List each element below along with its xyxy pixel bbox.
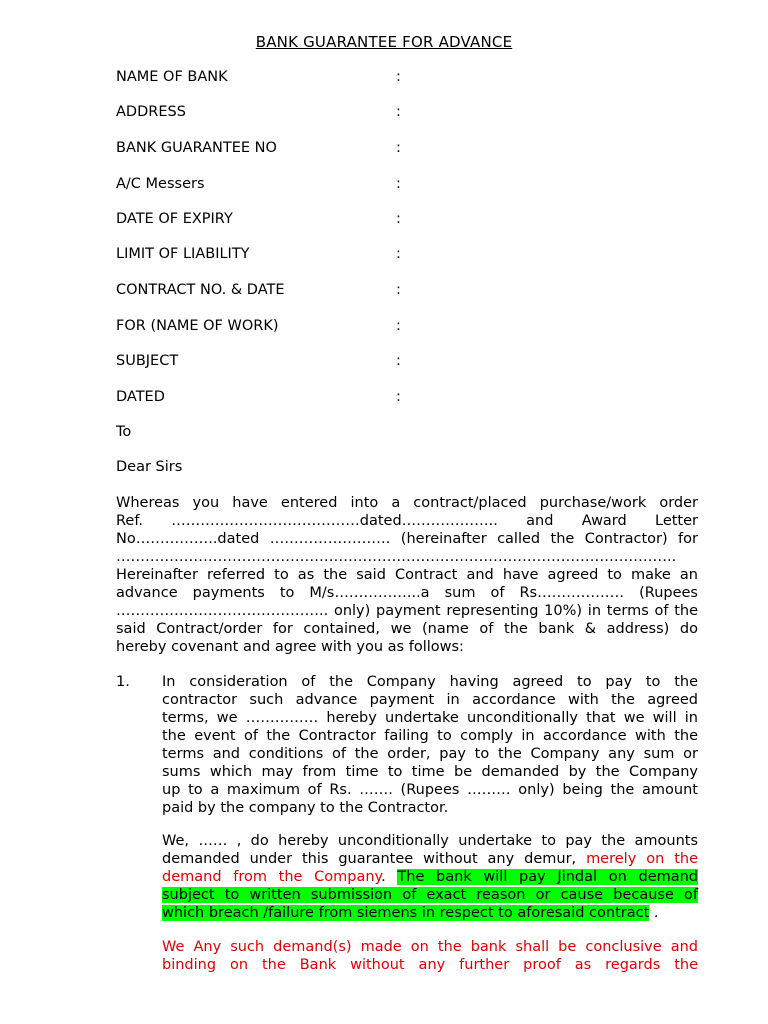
paragraph-line: …………………………………….. only) payment representing 10%) in terms of the [116, 603, 698, 619]
paragraph-line [162, 886, 698, 904]
field-label: LIMIT OF LIABILITY [116, 246, 250, 262]
field-label: DATED [116, 389, 165, 405]
salutation: Dear Sirs [116, 459, 183, 475]
paragraph-line: …………………………………………………………………………………………………….. [116, 549, 677, 565]
field-label: SUBJECT [116, 353, 179, 369]
paragraph-line: terms, we …………… hereby undertake unconditionally that we will in [162, 710, 698, 726]
paragraph-line: sums which may from time to time be demanded by the Company [162, 764, 698, 780]
paragraph-line [162, 868, 698, 886]
highlighted-text: subject to written submission of exact reason or cause because of [162, 887, 698, 903]
paragraph-line: contractor such advance payment in accordance with the agreed [162, 692, 698, 708]
field-label: FOR (NAME OF WORK) [116, 318, 279, 334]
paragraph-line: hereby covenant and agree with you as follows: [116, 639, 464, 655]
paragraph-line: the event of the Contractor failing to comply in accordance with the [162, 728, 698, 744]
field-label: NAME OF BANK [116, 69, 228, 85]
to-line: To [116, 424, 132, 440]
paragraph-line: Whereas you have entered into a contract/placed purchase/work order [116, 495, 698, 511]
whereas-paragraph [116, 494, 698, 656]
paragraph-line: binding on the Bank without any further proof as regards the [162, 957, 698, 973]
field-colon: : [396, 246, 401, 262]
paragraph-line: We Any such demand(s) made on the bank shall be conclusive and [162, 939, 698, 955]
field-colon: : [396, 282, 401, 298]
text-span: . [649, 905, 659, 921]
paragraph-line: We, …… , do hereby unconditionally undertake to pay the amounts [162, 833, 698, 849]
highlighted-text: The bank will pay Jindal on demand [397, 869, 699, 885]
paragraph-line: up to a maximum of Rs. ……. (Rupees ……… only) being the amount [162, 782, 698, 798]
document-title: BANK GUARANTEE FOR ADVANCE [255, 33, 513, 51]
paragraph-line: terms and conditions of the order, pay to the Company any sum or [162, 746, 698, 762]
paragraph-line: Hereinafter referred to as the said Contract and have agreed to make an [116, 567, 698, 583]
red-text: demand from the Company [162, 869, 382, 885]
field-label: CONTRACT NO. & DATE [116, 282, 285, 298]
demand-paragraph [162, 938, 698, 974]
field-colon: : [396, 176, 401, 192]
field-colon: : [396, 140, 401, 156]
item-number: 1. [116, 674, 130, 690]
paragraph-line [162, 850, 698, 868]
field-colon: : [396, 318, 401, 334]
paragraph-line: No……………..dated ……………………. (hereinafter called the Contractor) for [116, 531, 698, 547]
field-colon: : [396, 389, 401, 405]
field-colon: : [396, 69, 401, 85]
field-label: DATE OF EXPIRY [116, 211, 233, 227]
paragraph-line: said Contract/order for contained, we (name of the bank & address) do [116, 621, 698, 637]
paragraph-line: Ref. …………………………………dated……………….. and Award Letter [116, 513, 698, 529]
highlighted-text: which breach /failure from siemens in respect to aforesaid contract [162, 905, 650, 921]
text-span: . [381, 869, 398, 885]
paragraph-line: In consideration of the Company having agreed to pay to the [162, 674, 698, 690]
undertaking-paragraph [162, 832, 698, 922]
red-text: merely on the [586, 851, 698, 867]
paragraph-line: paid by the company to the Contractor. [162, 800, 449, 816]
text-span: demanded under this guarantee without any demur, [162, 851, 587, 867]
field-label: ADDRESS [116, 104, 186, 120]
field-label: A/C Messers [116, 176, 205, 192]
paragraph-line [162, 904, 698, 922]
field-colon: : [396, 104, 401, 120]
item-1-paragraph [162, 673, 698, 817]
field-colon: : [396, 353, 401, 369]
paragraph-line: advance payments to M/s……………...a sum of Rs……………… (Rupees [116, 585, 698, 601]
field-label: BANK GUARANTEE NO [116, 140, 277, 156]
field-colon: : [396, 211, 401, 227]
